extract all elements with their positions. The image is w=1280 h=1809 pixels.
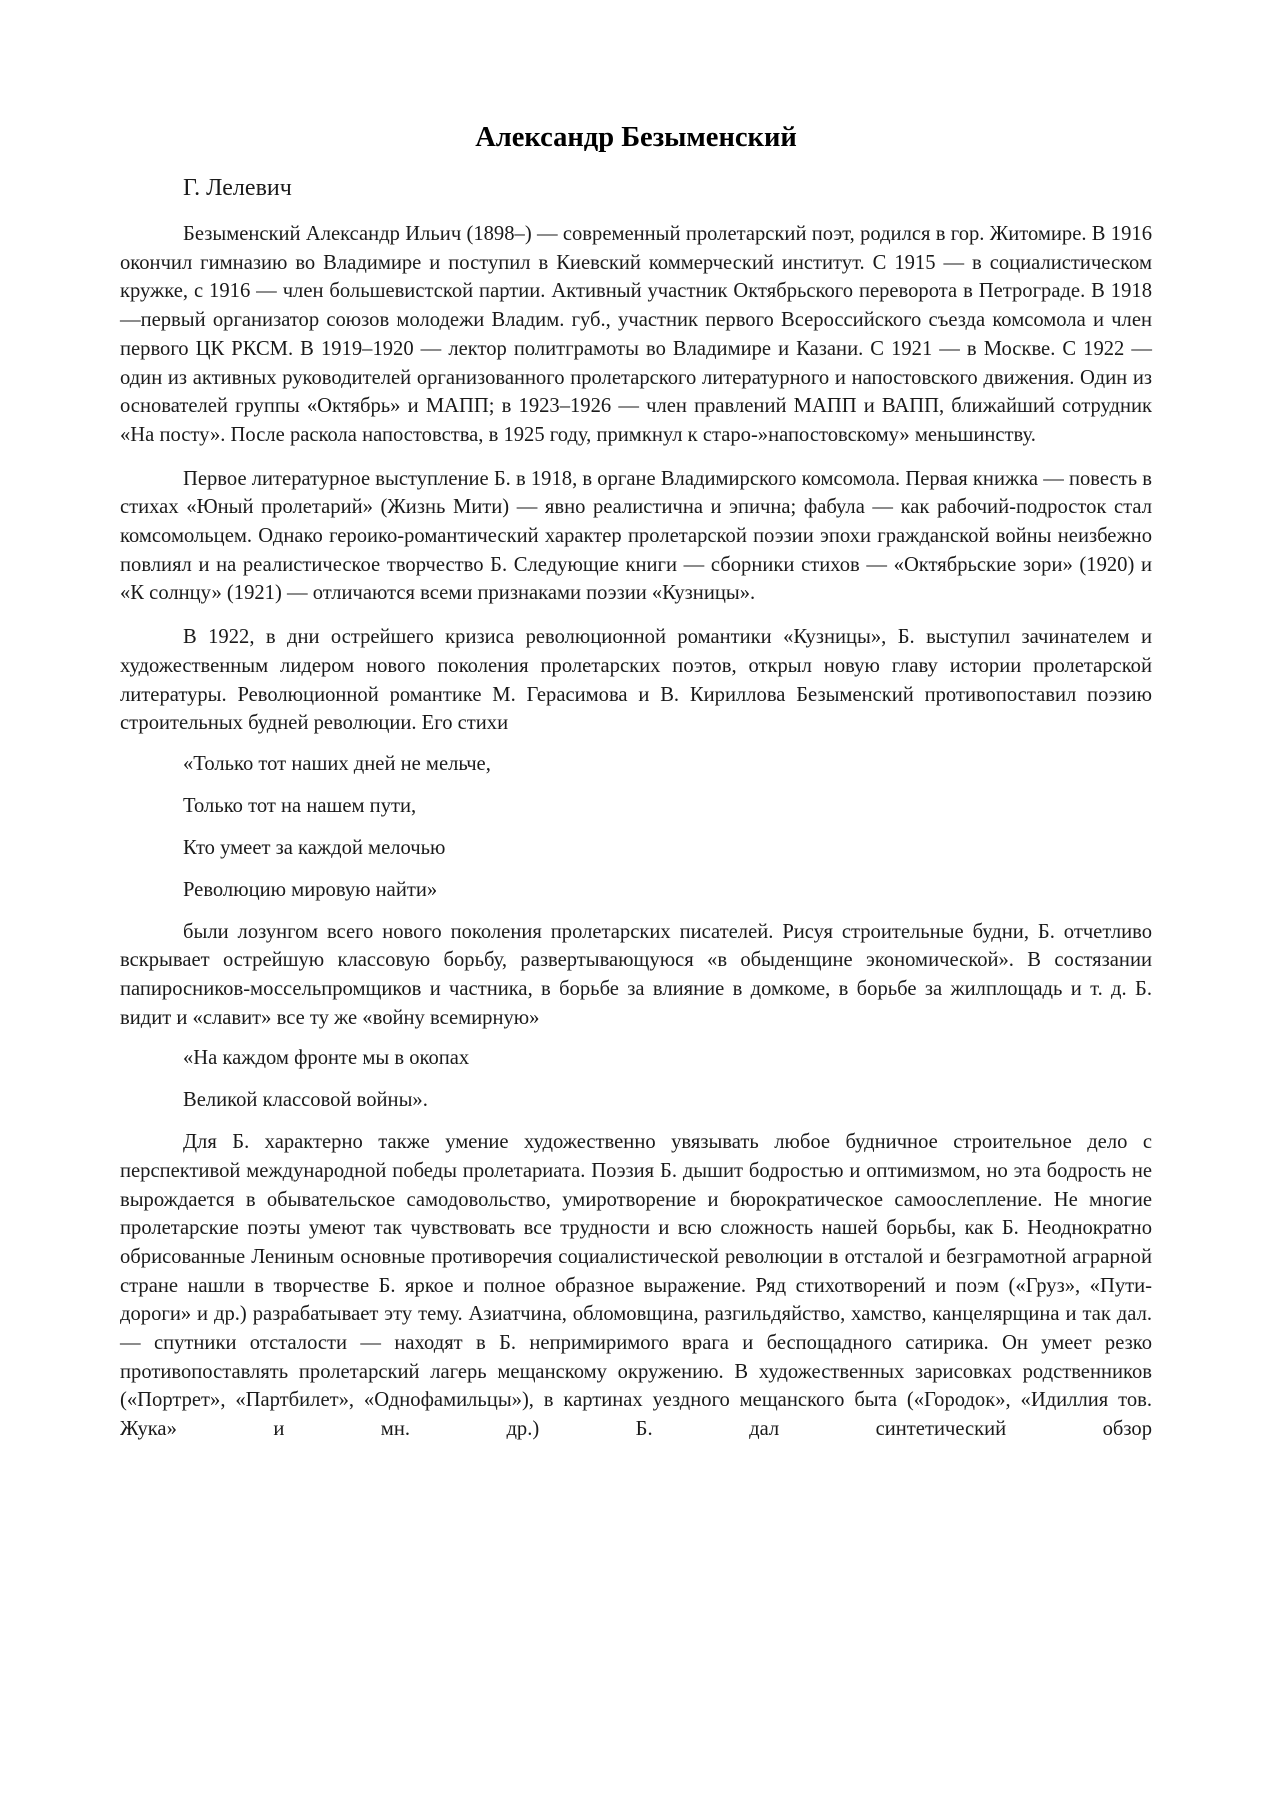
verse-line: Великой классовой войны». — [183, 1089, 428, 1112]
document-body — [120, 220, 1152, 1459]
paragraph-biography: Безыменский Александр Ильич (1898–) — современный пролетарский поэт, родился в гор. Житомире. В 1916 окончил гимназию во Владимире и поступил в Киевский коммерческий институт. С 1915 — в социалистическом кружке, с 1916 — член большевистской партии. Активный участник Октябрьского переворота в Петрограде. В 1918 —первый организатор союзов молодежи Владим. губ., участник первого Всероссийского съезда комсомола и член первого ЦК РКСМ. В 1919–1920 — лектор политграмоты во Владимире и Казани. С 1921 — в Москве. С 1922 — один из активных руководителей организованного пролетарского литературного и напостовского движения. Один из основателей группы «Октябрь» и МАПП; в 1923–1926 — член правлений МАПП и ВАПП, ближайший сотрудник «На посту». После раскола напостовства, в 1925 году, примкнул к старо-»напостовскому» меньшинству. — [120, 223, 1152, 446]
verse-line: «Только тот наших дней не мельче, — [183, 752, 491, 775]
verse-line: «На каждом фронте мы в окопах — [183, 1047, 470, 1070]
verse-line: Революцию мировую найти» — [183, 878, 438, 901]
document-author: Г. Лелевич — [183, 175, 292, 201]
paragraph-first-works: Первое литературное выступление Б. в 1918, в органе Владимирского комсомола. Первая книжка — повесть в стихах «Юный пролетарий» (Жизнь Мити) — явно реалистична и эпична; фабула — как рабочий-подросток стал комсомольцем. Однако героико-романтический характер пролетарской поэзии эпохи гражданской войны неизбежно повлиял и на реалистическое творчество Б. Следующие книги — сборники стихов — «Октябрьские зори» (1920) и «К солнцу» (1921) — отличаются всеми признаками поэзии «Кузницы». — [120, 467, 1152, 605]
paragraph-1922: В 1922, в дни острейшего кризиса революционной романтики «Кузницы», Б. выступил зачинателем и художественным лидером нового поколения пролетарских поэтов, открыл новую главу истории пролетарской литературы. Революционной романтике М. Герасимова и В. Кириллова Безыменский противопоставил поэзию строительных будней революции. Его стихи — [120, 626, 1152, 735]
verse-line: Кто умеет за каждой мелочью — [183, 836, 446, 859]
document-title: Александр Безыменский — [475, 122, 797, 153]
verse-line: Только тот на нашем пути, — [183, 794, 417, 817]
paragraph-characteristics: Для Б. характерно также умение художественно увязывать любое будничное строительное дело с перспективой международной победы пролетариата. Поэзия Б. дышит бодростью и оптимизмом, но эта бодрость не вырождается в обывательское самодовольство, умиротворение и бюрократическое самоослепление. Не многие пролетарские поэты умеют так чувствовать все трудности и всю сложность нашей борьбы, как Б. Неоднократно обрисованные Лениным основные противоречия социалистической революции в отсталой и безграмотной аграрной стране нашли в творчестве Б. яркое и полное образное выражение. Ряд стихотворений и поэм («Груз», «Пути-дороги» и др.) разрабатывает эту тему. Азиатчина, обломовщина, разгильдяйство, хамство, канцелярщина и так дал. — спутники отсталости — находят в Б. непримиримого врага и беспощадного сатирика. Он умеет резко противопоставлять пролетарский лагерь мещанскому окружению. В художественных зарисовках родственников («Портрет», «Партбилет», «Однофамильцы»), в картинах уездного мещанского быта («Городок», «Идиллия тов. Жука» и мн. др.) Б. дал синтетический обзор — [120, 1131, 1152, 1441]
paragraph-slogan: были лозунгом всего нового поколения пролетарских писателей. Рисуя строительные будни, Б. отчетливо вскрывает острейшую классовую борьбу, развертывающуюся «в обыденщине экономической». В состязании папиросников-моссельпромщиков и частника, в борьбе за влияние в домкоме, в борьбе за жилплощадь и т. д. Б. видит и «славит» все ту же «войну всемирную» — [120, 920, 1152, 1029]
